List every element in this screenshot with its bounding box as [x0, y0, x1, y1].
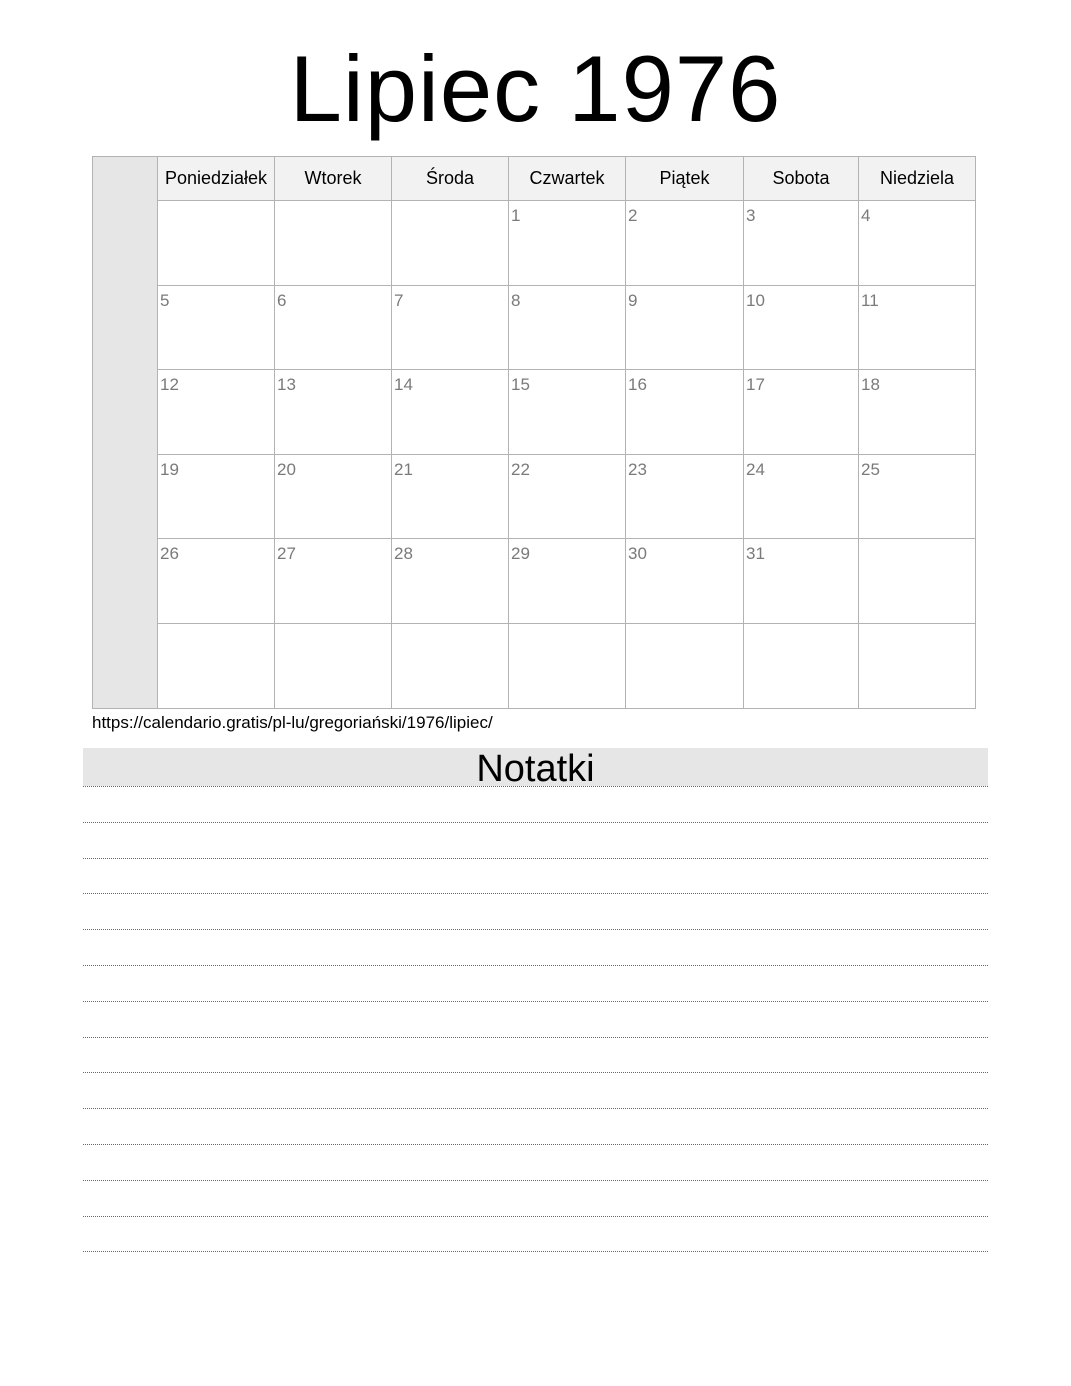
week-number-column: [93, 157, 158, 708]
note-line[interactable]: [83, 965, 988, 966]
day-cell: [744, 369, 859, 454]
day-number: 20: [277, 460, 296, 479]
day-number: 15: [511, 375, 530, 394]
day-number: 11: [861, 291, 879, 310]
day-number: 23: [628, 460, 647, 479]
day-number: 8: [511, 291, 521, 310]
day-cell: [392, 454, 509, 539]
day-cell: [626, 454, 744, 539]
day-cell: [158, 538, 275, 623]
note-line[interactable]: [83, 1216, 988, 1217]
day-number: 21: [394, 460, 413, 479]
day-cell: [626, 538, 744, 623]
day-cell: [509, 285, 626, 370]
note-line[interactable]: [83, 1144, 988, 1145]
day-number: 9: [628, 291, 638, 310]
day-cell: [158, 285, 275, 370]
day-cell: [275, 285, 392, 370]
day-number: 3: [746, 206, 756, 225]
note-line[interactable]: [83, 1251, 988, 1252]
note-line[interactable]: [83, 786, 988, 787]
weekday-header: Piątek: [626, 157, 744, 200]
day-number: 7: [394, 291, 404, 310]
day-cell: [626, 369, 744, 454]
note-line[interactable]: [83, 1037, 988, 1038]
note-line[interactable]: [83, 1072, 988, 1073]
note-line[interactable]: [83, 858, 988, 859]
day-cell: [859, 454, 976, 539]
day-number: 31: [746, 544, 765, 563]
day-number: 17: [746, 375, 765, 394]
day-number: 6: [277, 291, 287, 310]
day-number: 5: [160, 291, 170, 310]
note-line[interactable]: [83, 1180, 988, 1181]
note-line[interactable]: [83, 1001, 988, 1002]
day-cell: [158, 623, 275, 708]
day-number: 12: [160, 375, 179, 394]
note-line[interactable]: [83, 929, 988, 930]
day-cell: [158, 369, 275, 454]
day-cell: [509, 454, 626, 539]
day-number: 13: [277, 375, 296, 394]
day-cell: [626, 623, 744, 708]
day-cell: [275, 538, 392, 623]
day-cell: [392, 369, 509, 454]
day-cell: [859, 369, 976, 454]
day-cell: [626, 285, 744, 370]
day-number: 1: [511, 206, 521, 225]
notes-title: Notatki: [83, 748, 988, 786]
weekday-header: Sobota: [744, 157, 859, 200]
day-cell: [744, 538, 859, 623]
day-cell: [275, 369, 392, 454]
weekday-header-row: [158, 157, 976, 200]
calendar-grid: [92, 156, 976, 709]
day-number: 4: [861, 206, 871, 225]
day-cell: [509, 623, 626, 708]
weekday-header: Niedziela: [859, 157, 976, 200]
source-url: https://calendario.gratis/pl-lu/gregoriański/1976/lipiec/: [92, 713, 493, 732]
day-cell: [509, 538, 626, 623]
day-cell: [859, 623, 976, 708]
day-cell: [275, 623, 392, 708]
day-cell: [626, 200, 744, 285]
day-cell: [392, 623, 509, 708]
day-cell: [859, 200, 976, 285]
day-cell: [275, 200, 392, 285]
day-number: 26: [160, 544, 179, 563]
day-cell: [158, 454, 275, 539]
note-line[interactable]: [83, 822, 988, 823]
day-cell: [859, 285, 976, 370]
day-number: 25: [861, 460, 880, 479]
note-line[interactable]: [83, 893, 988, 894]
day-cell: [392, 538, 509, 623]
day-number: 29: [511, 544, 530, 563]
day-cell: [859, 538, 976, 623]
day-cell: [509, 369, 626, 454]
day-number: 28: [394, 544, 413, 563]
page-title: Lipiec 1976: [289, 36, 782, 141]
day-cell: [744, 200, 859, 285]
day-cell: [744, 285, 859, 370]
day-number: 24: [746, 460, 765, 479]
day-cell: [744, 623, 859, 708]
day-number: 18: [861, 375, 880, 394]
day-cell: [744, 454, 859, 539]
day-number: 2: [628, 206, 638, 225]
day-number: 19: [160, 460, 179, 479]
day-number: 10: [746, 291, 765, 310]
day-number: 16: [628, 375, 647, 394]
weekday-header: Środa: [392, 157, 509, 200]
weekday-header: Poniedziałek: [158, 157, 275, 200]
day-cell: [158, 200, 275, 285]
weekday-header: Wtorek: [275, 157, 392, 200]
day-cell: [275, 454, 392, 539]
day-number: 27: [277, 544, 296, 563]
day-number: 30: [628, 544, 647, 563]
note-line[interactable]: [83, 1108, 988, 1109]
days-grid: [158, 157, 976, 708]
day-cell: [392, 285, 509, 370]
day-cell: [392, 200, 509, 285]
day-number: 14: [394, 375, 413, 394]
day-number: 22: [511, 460, 530, 479]
day-cell: [509, 200, 626, 285]
weekday-header: Czwartek: [509, 157, 626, 200]
